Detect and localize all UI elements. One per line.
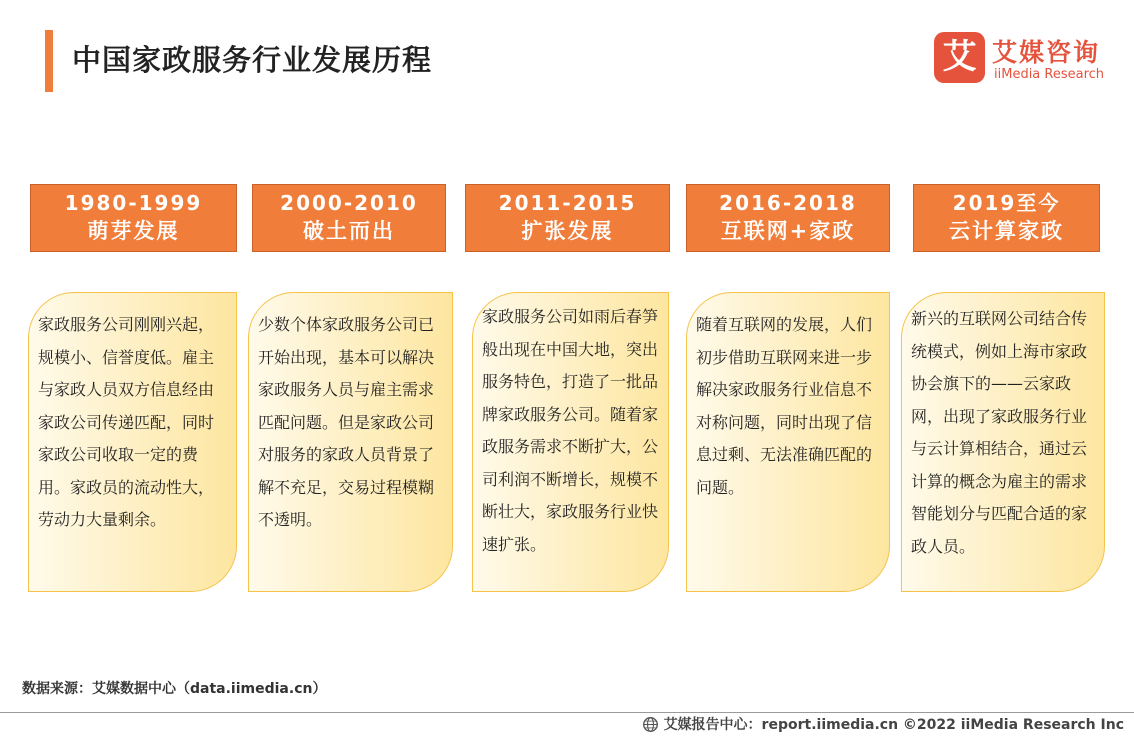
stage-name: 扩张发展 <box>521 219 614 243</box>
logo-en-text: iiMedia Research <box>994 67 1105 82</box>
stage-description: 家政服务公司刚刚兴起，规模小、信誉度低。雇主与家政人员双方信息经由家政公司传递匹配，同时家政公司收取一定的费用。家政员的流动性大，劳动力大量剩余。 <box>38 315 215 529</box>
stage-years: 2000-2010 <box>280 191 418 215</box>
footer <box>642 714 1124 734</box>
page-title: 中国家政服务行业发展历程 <box>72 43 433 77</box>
stage-header-3 <box>465 184 670 252</box>
globe-icon <box>642 716 659 733</box>
stage-description: 新兴的互联网公司结合传统模式，例如上海市家政协会旗下的——云家政网，出现了家政服务行业与云计算相结合，通过云计算的概念为雇主的需求智能划分与匹配合适的家政人员。 <box>911 309 1088 556</box>
stage-description: 随着互联网的发展，人们初步借助互联网来进一步解决家政服务行业信息不对称问题，同时出现了信息过剩、无法准确匹配的问题。 <box>696 315 873 497</box>
stage-name: 破土而出 <box>303 219 395 243</box>
stage-description: 少数个体家政服务公司已开始出现，基本可以解决家政服务人员与雇主需求匹配问题。但是家政公司对服务的家政人员背景了解不充足，交易过程模糊不透明。 <box>258 315 435 529</box>
stage-header-4 <box>686 184 890 252</box>
stage-header-2 <box>252 184 446 252</box>
stage-years: 2011-2015 <box>498 191 637 215</box>
logo-mark: 艾 <box>934 32 985 83</box>
footer-divider <box>0 712 1134 713</box>
stage-name: 萌芽发展 <box>87 219 180 243</box>
title-accent-bar <box>45 30 53 92</box>
stage-header-1 <box>30 184 237 252</box>
stage-description: 家政服务公司如雨后春笋般出现在中国大地，突出服务特色，打造了一批品牌家政服务公司。随着家政服务需求不断扩大，公司利润不断增长，规模不断壮大，家政服务行业快速扩张。 <box>482 307 659 554</box>
stage-years: 2019至今 <box>952 191 1061 215</box>
stage-card-4 <box>686 292 890 592</box>
stage-header-5 <box>913 184 1100 252</box>
stage-name: 云计算家政 <box>949 219 1064 243</box>
stage-card-2 <box>248 292 453 592</box>
stage-card-3 <box>472 292 669 592</box>
stage-name: 互联网+家政 <box>720 219 856 243</box>
stage-years: 1980-1999 <box>64 191 203 215</box>
data-source: 数据来源：艾媒数据中心（data.iimedia.cn） <box>22 681 327 697</box>
footer-text: 艾媒报告中心：report.iimedia.cn ©2022 iiMedia Research Inc <box>663 717 1124 733</box>
logo <box>934 32 1124 87</box>
stage-card-1 <box>28 292 237 592</box>
stage-card-5 <box>901 292 1105 592</box>
logo-cn-text: 艾媒咨询 <box>992 38 1101 67</box>
stage-years: 2016-2018 <box>719 191 857 215</box>
